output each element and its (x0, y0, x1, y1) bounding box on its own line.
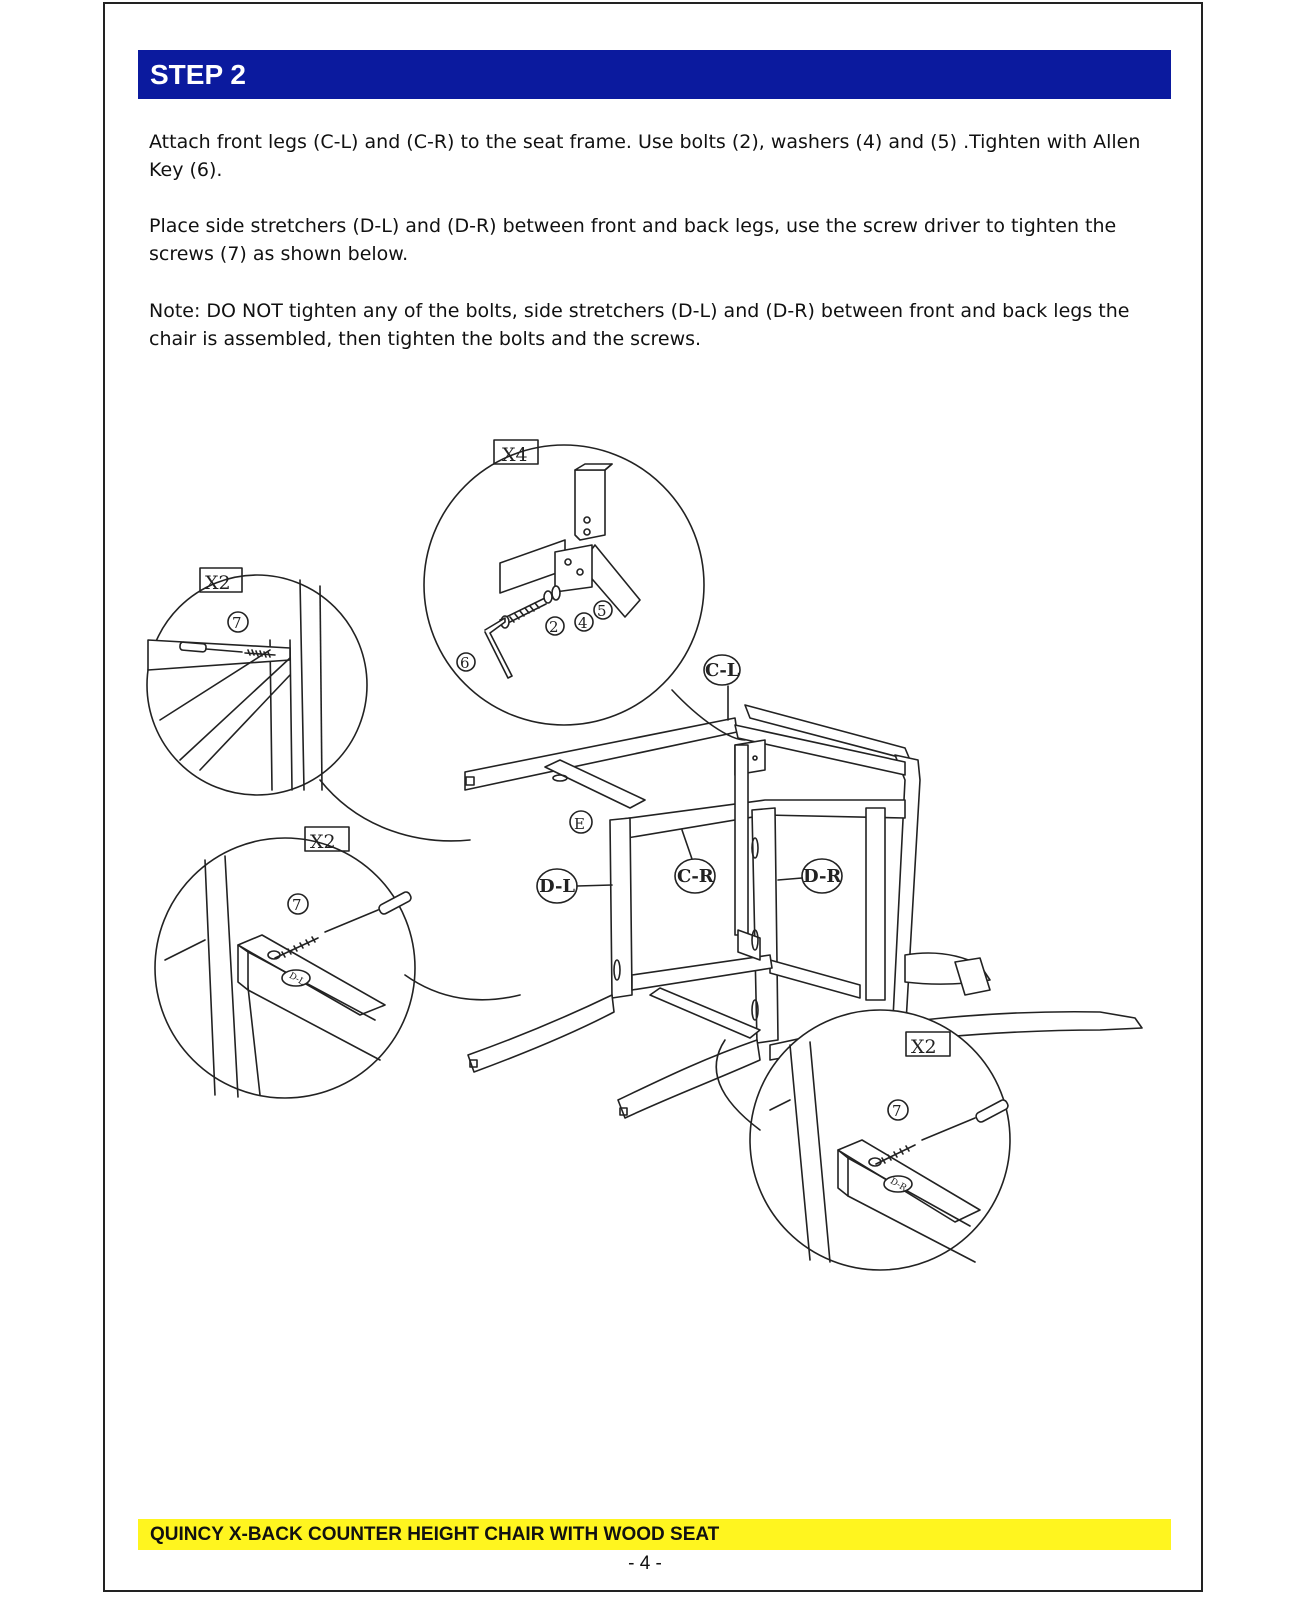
label-c-l: C-L (705, 660, 740, 681)
stretcher-block-end (838, 1150, 848, 1196)
bolt-bracket (555, 545, 592, 592)
part-number-screw-top: 7 (232, 614, 242, 632)
label-d-r: D-R (803, 866, 842, 887)
part-number-screw-right: 7 (892, 1102, 902, 1120)
bolt-leg-block (575, 470, 605, 540)
detail-screw-top-leader (320, 780, 470, 841)
back-leg-right (866, 808, 885, 1000)
lower-stretcher-front (650, 988, 760, 1038)
footer-product-name: QUINCY X-BACK COUNTER HEIGHT CHAIR WITH WOOD SEAT (150, 1524, 720, 1545)
detail-bolt-quantity: X4 (502, 444, 528, 466)
detail-screw-top (147, 568, 470, 841)
front-leg-left (735, 745, 748, 935)
washer-5 (552, 586, 560, 600)
detail-bolt (424, 440, 745, 740)
footer-product-bar (138, 1519, 1171, 1550)
leader-d-l (577, 885, 612, 886)
washer-4 (544, 591, 552, 603)
label-e: E (574, 815, 585, 833)
rail-screw-hole (553, 775, 567, 781)
stamp-d-l: D-L (286, 971, 307, 988)
detail-circle-screw-right (750, 1010, 1010, 1270)
back-piece-block (955, 958, 990, 995)
detail-screw-right-quantity: X2 (911, 1036, 937, 1058)
detail-screw-left-leader (405, 975, 520, 1000)
detail-screw-right (716, 1010, 1010, 1270)
front-leg-right (752, 808, 778, 1043)
step-title: STEP 2 (150, 59, 246, 90)
detail-screw-top-quantity: X2 (205, 572, 231, 594)
part-number-allen-key: 6 (460, 654, 470, 672)
detail-screw-left-quantity: X2 (310, 831, 336, 853)
back-leg-curve-left (468, 995, 614, 1072)
part-number-washer-b: 5 (597, 602, 607, 620)
page-number: - 4 - (628, 1553, 662, 1574)
lower-stretcher-side (770, 960, 860, 998)
seat-right-rail (892, 755, 920, 1040)
leader-d-r (778, 878, 802, 880)
screw-hole (268, 951, 280, 959)
seat-cross-rail (545, 760, 645, 808)
lower-stretcher-back (632, 955, 772, 990)
label-c-r: C-R (677, 866, 714, 887)
instruction-paragraph-3: Note: DO NOT tighten any of the bolts, side stretchers (D-L) and (D-R) between front and back legs the chair is assembled, then tighten the bolts and the screws. (149, 300, 1130, 350)
detail-screw-left (155, 827, 520, 1098)
instruction-paragraph-2: Place side stretchers (D-L) and (D-R) between front and back legs, use the screw driver to tighten the screws (7) as shown below. (149, 215, 1117, 265)
part-number-screw-left: 7 (292, 896, 302, 914)
stretcher-block-end (238, 945, 248, 990)
leader-c-r (682, 830, 692, 859)
stamp-d-r: D-R (888, 1176, 908, 1194)
front-leg-curve-right (618, 1040, 760, 1118)
instruction-paragraph-1: Attach front legs (C-L) and (C-R) to the seat frame. Use bolts (2), washers (4) and (5) .Tighten with Allen Key (6). (149, 131, 1141, 181)
detail-circle-screw-top (147, 575, 367, 795)
label-d-l: D-L (539, 876, 576, 897)
part-number-washer-a: 4 (578, 614, 588, 632)
screwdriver-handle (180, 642, 207, 652)
part-number-bolt: 2 (549, 618, 559, 636)
